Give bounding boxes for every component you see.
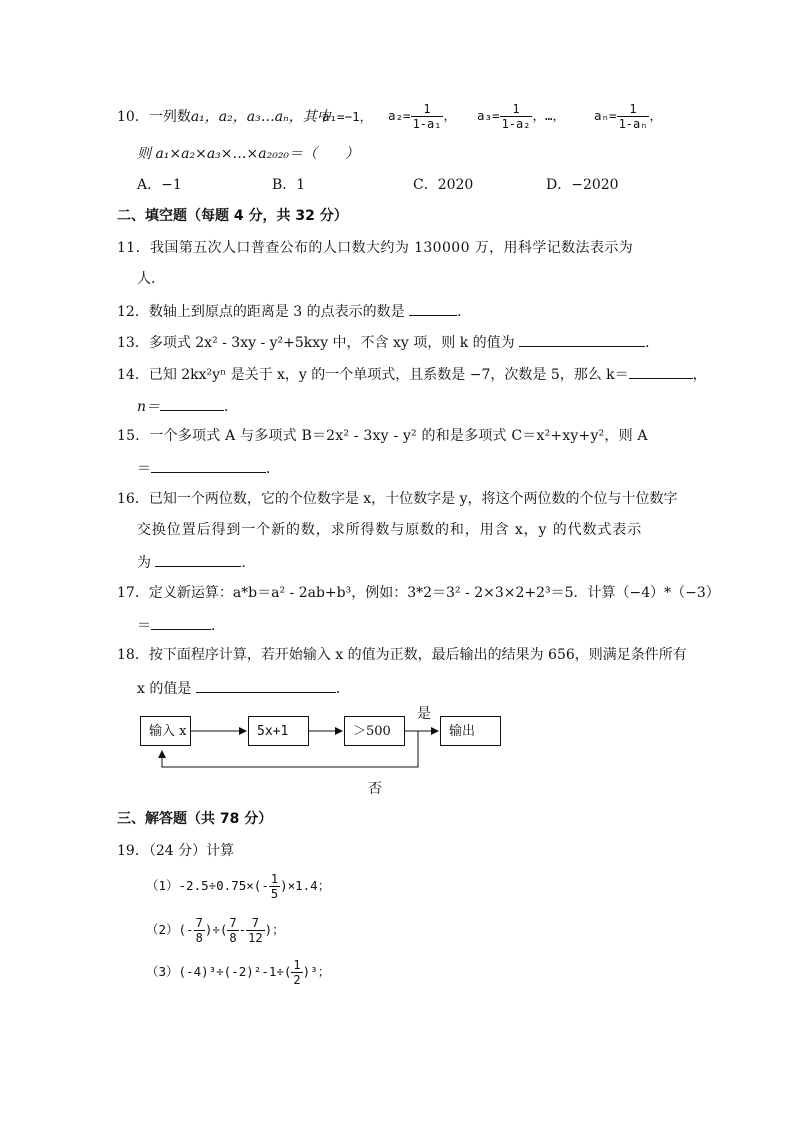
q19-p2-c: - [238,922,247,937]
q12 [117,301,471,321]
q16-line2: 交换位置后得到一个新的数，求所得数与原数的和，用含 x，y 的代数式表示 [137,522,643,538]
arrow-loop-back [162,731,418,767]
q15-eq: ＝ [137,461,151,477]
q17-line1: 17．定义新运算：a*b＝a² - 2ab+b³，例如：3*2＝3² - 2×3×2+2³＝5．计算（−4）*（−3） [117,585,720,601]
q18-blank [196,678,336,693]
q10-an: aₙ= $\frac{1}{\text{1-aₙ}}$ ， [594,102,662,131]
q19-p2-d3: 12 [248,931,263,945]
q16-line3 [137,552,255,572]
q14-comma: ， [692,367,707,383]
q10-number: 10． [117,109,149,125]
q15-blank [151,458,266,473]
q15-line2 [137,458,280,478]
section-2-title: 二、填空题（每题 4 分，共 32 分） [117,208,348,224]
q12-end: ． [457,304,472,320]
q16-end: ． [241,555,256,571]
flow-cond-label: ＞500 [353,724,391,739]
q17-line2 [137,615,225,635]
flow-input-box [140,716,191,746]
flow-step-box [248,716,309,746]
q19-p3-a: (-4)³÷(-2)²-1÷( [178,964,292,979]
q15-end: ． [266,461,280,477]
q12-text: 12．数轴上到原点的距离是 3 的点表示的数是 [117,304,405,320]
q10-option-c: C．2020 [413,177,474,193]
q10-dots: ，…， [532,108,566,123]
q10-a3-fraction [500,102,533,131]
q12-blank [409,301,457,316]
q19-p2-a: (- [178,922,194,937]
q10-a3-num: 1 [500,102,533,117]
q14-blank-k [629,364,693,379]
q10-a1: a₁=−1， [322,109,373,124]
q19-p2-fraction-3 [246,916,264,945]
q10-a2-den: 1-a₁ [412,117,442,131]
flow-cond-box [344,716,405,746]
q10-option-b: B．1 [272,177,306,193]
q19-p2-d1: 8 [195,931,203,945]
q17-blank [151,615,211,630]
q10-an-den: 1-aₙ [618,117,648,131]
flow-input-label: 输入 x [149,724,187,739]
q10-a2: a₂= $\frac{1}{\text{1-a₁}}$ ， [388,102,456,131]
q19-p1-a: -2.5÷0.75×(- [178,878,269,893]
flow-no-label: 否 [368,781,382,797]
q15-line1: 15．一个多项式 A 与多项式 B＝2x² - 3xy - y² 的和是多项式 C＝x²+xy+y²，则 A [117,428,648,444]
q19-p2-b: )÷( [204,922,228,937]
section-3-title: 三、解答题（共 78 分） [117,811,273,827]
q19-p2-d2: 8 [229,931,237,945]
q10-a3-den: 1-a₂ [501,117,531,131]
q10-line2: 则 a₁×a₂×a₃×…×a₂₀₂₀＝（ ） [137,146,360,162]
q14-text: 14．已知 2kx²yⁿ 是关于 x，y 的一个单项式，且系数是 −7，次数是 5，那么 k＝ [117,367,629,383]
q13-text: 13．多项式 2x² - 3xy - y²+5kxy 中，不含 xy 项，则 k 的值为 [117,335,515,351]
q10-option-a: A．−1 [137,177,182,193]
q19-p3-num: 1 [293,958,301,972]
q19-p1-den: 5 [270,887,279,901]
q10-a3-lhs: a₃= [477,108,500,123]
q19-p2-n1: 7 [195,916,203,930]
q19-p3-den: 2 [293,973,301,987]
q18-line2 [137,678,350,698]
q14-line1 [117,364,707,384]
q17-end: ． [211,618,225,634]
q19-p3-label: （3） [146,964,179,979]
flow-step-label: 5x+1 [257,724,289,739]
q18-end: ． [335,681,350,697]
q10-an-num: 1 [617,102,650,117]
q19-p2-d: )； [264,922,285,937]
q13-end: ． [645,335,660,351]
q19-p2-fraction-2 [227,916,238,945]
q10-a2-fraction [411,102,444,131]
q10-line1 [117,108,331,126]
q10-a3 [477,96,565,136]
q10-a2-num: 1 [411,102,444,117]
q18-line1: 18．按下面程序计算，若开始输入 x 的值为正数，最后输出的结果为 656，则满足条件所有 [117,647,687,663]
q19-title: 19．（24 分）计算 [117,843,235,859]
q19-p1-fraction [269,872,280,901]
q19-p2-n2: 7 [229,916,237,930]
q10-sequence: a₁，a₂，a₃…aₙ，其中 [190,109,331,125]
q10-a2-lhs: a₂= [388,108,411,123]
q10-option-d: D．−2020 [546,177,619,193]
q19-p2-n3: 7 [246,916,264,931]
q19-p2-fraction-1 [194,916,205,945]
q14-n-label: n＝ [137,399,161,415]
q19-p1-label: （1） [146,878,179,893]
q14-blank-n [160,396,224,411]
q13 [117,332,659,352]
q13-blank [519,332,645,347]
q11-line2: 人． [137,271,165,287]
q19-p1-num: 1 [270,872,279,886]
flow-output-label: 输出 [449,724,476,739]
q17-eq: ＝ [137,618,151,634]
q16-line1: 16．已知一个两位数，它的个位数字是 x，十位数字是 y，将这个两位数的个位与十位数字 [117,491,678,507]
q19-part2 [146,912,285,948]
q19-p3-b: )³； [302,964,331,979]
q14-end: ． [224,399,239,415]
flow-yes-label: 是 [417,706,431,722]
q19-part3 [146,954,330,990]
q10-an-fraction [617,102,650,131]
q10-an-lhs: aₙ= [594,108,617,123]
q14-line2 [137,396,238,416]
q11-line1: 11．我国第五次人口普查公布的人口数大约为 130000 万，用科学记数法表示为 [117,240,634,256]
q19-p1-b: )×1.4； [280,878,331,893]
q16-blank [155,552,241,567]
flow-output-box [440,716,501,746]
q18-text: x 的值是 [137,681,192,697]
q19-p2-label: （2） [146,922,179,937]
q19-part1 [146,868,330,904]
q10-prefix: 一列数 [148,109,191,125]
q16-wei: 为 [137,555,151,571]
q19-p3-fraction [291,958,302,987]
